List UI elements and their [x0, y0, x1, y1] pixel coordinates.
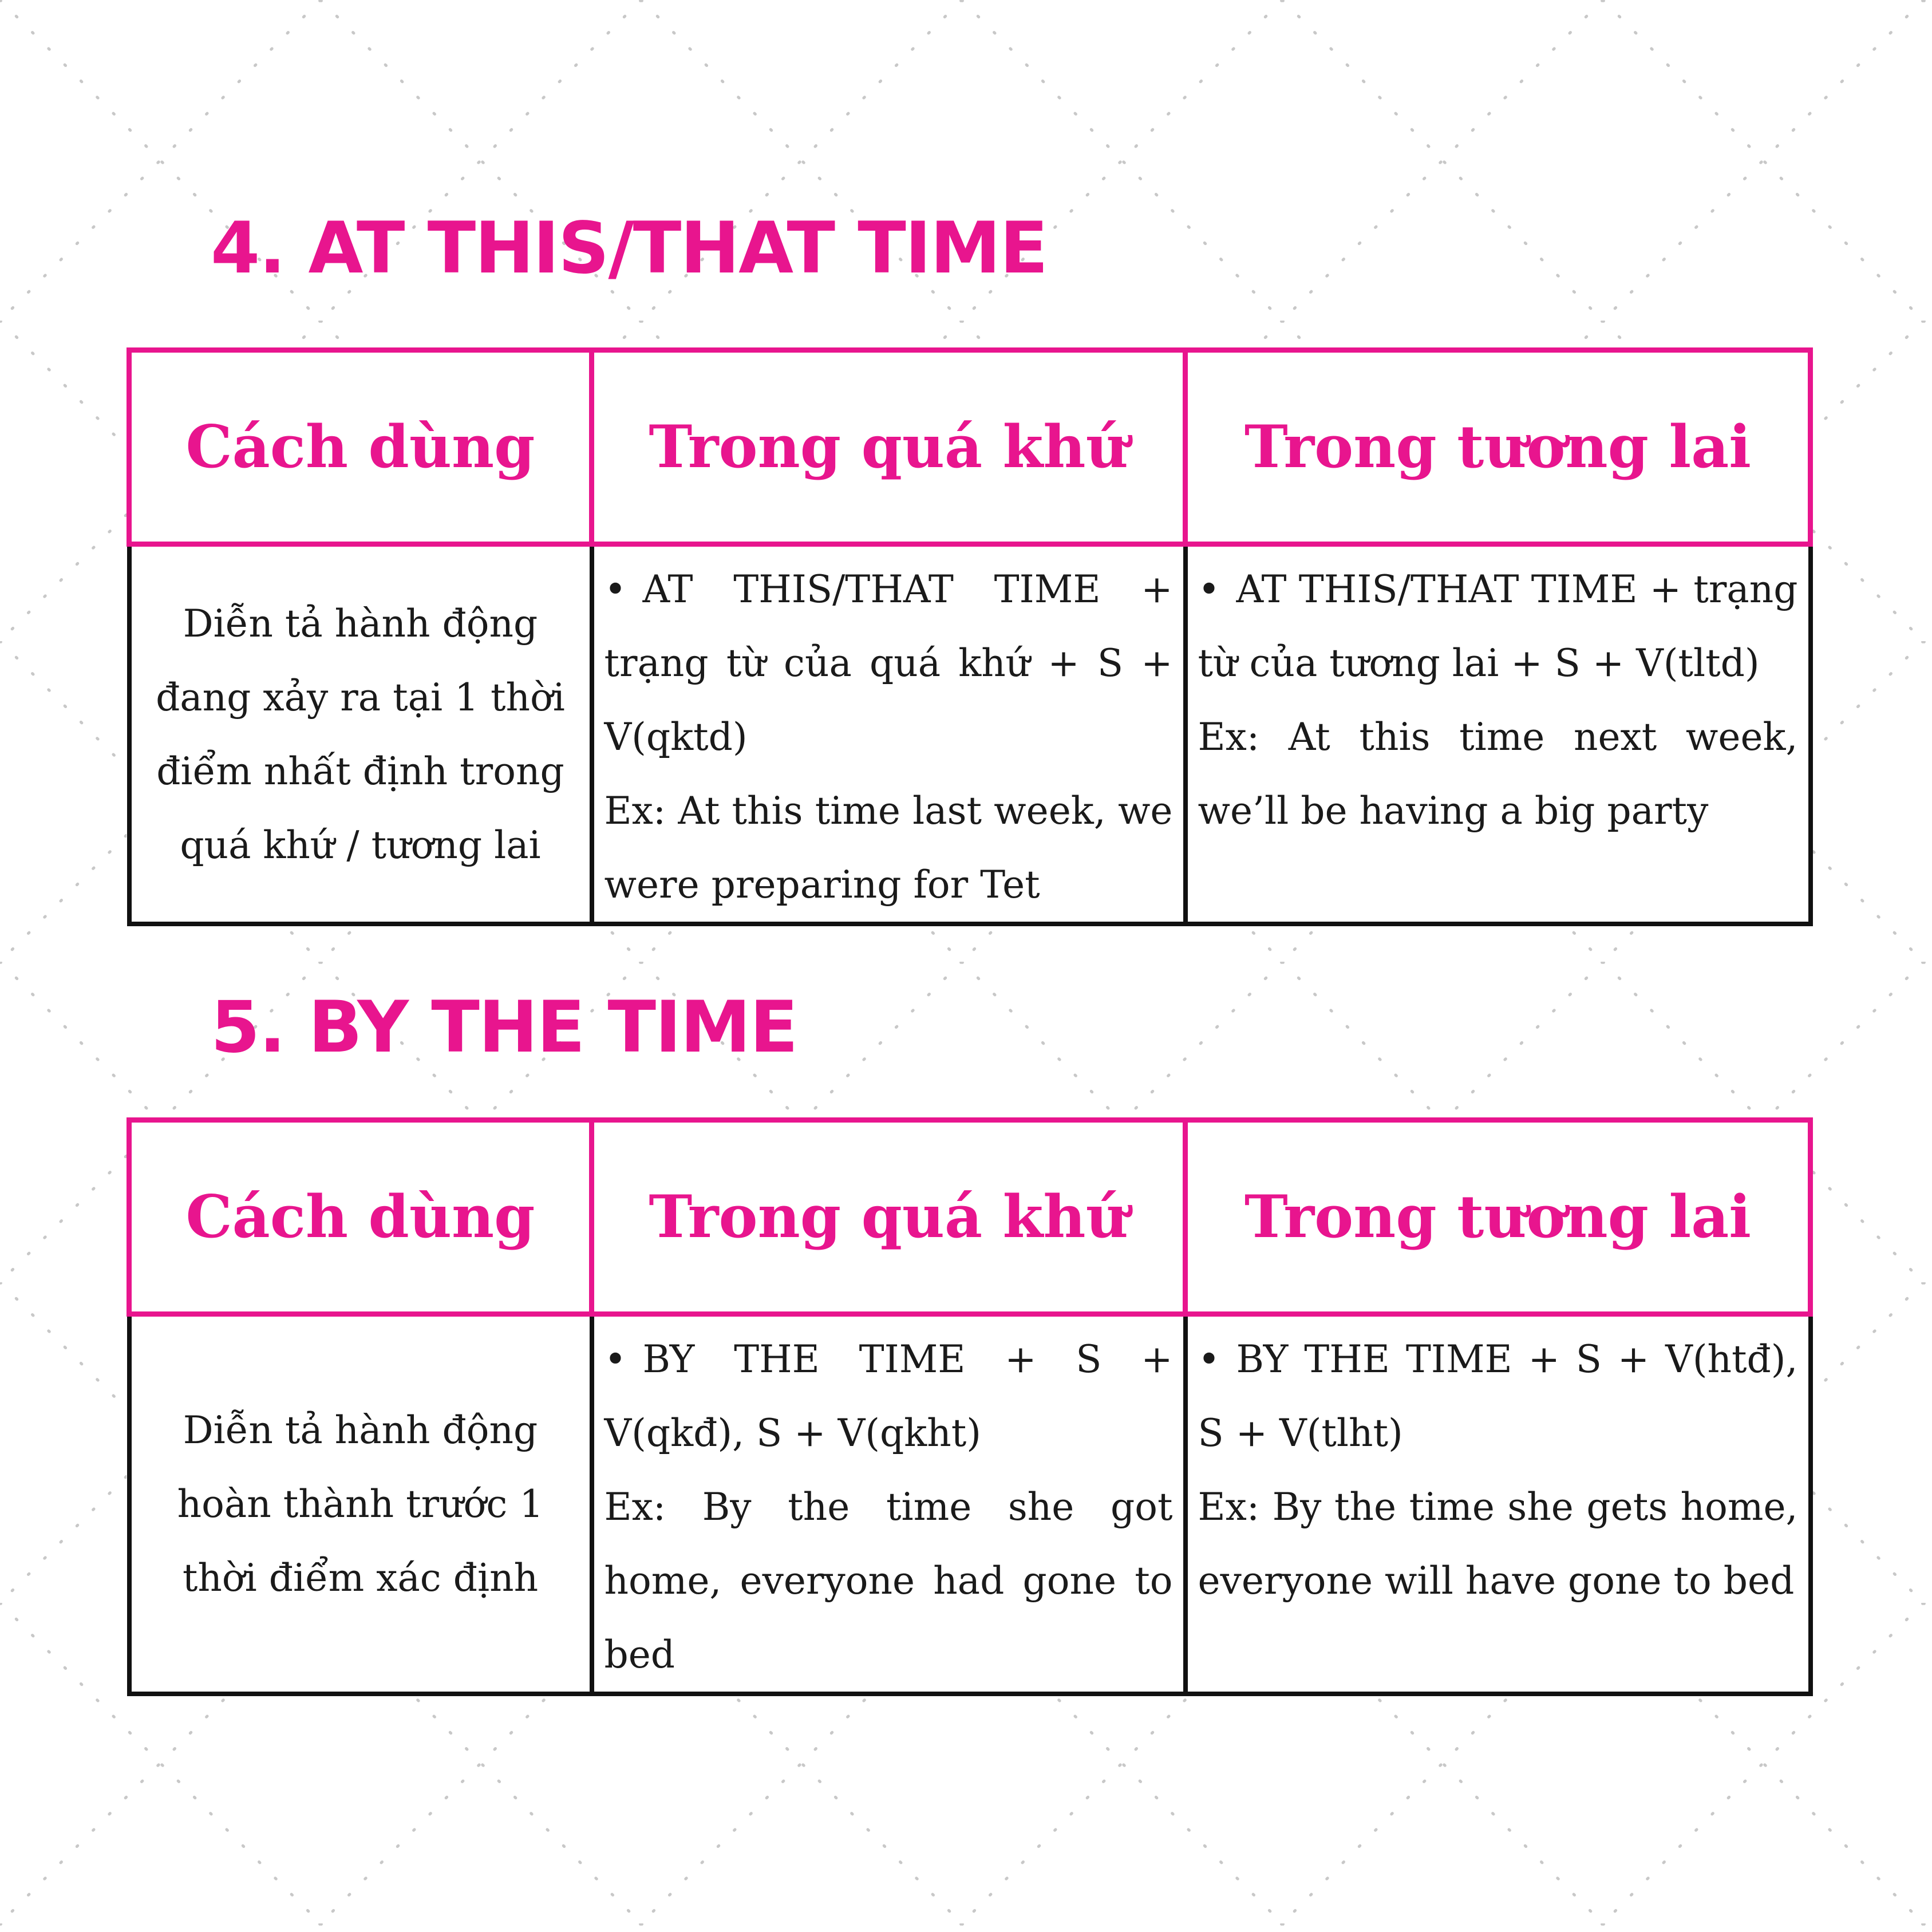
header-usage: Cách dùng: [129, 350, 592, 544]
bullet-icon: •: [604, 567, 627, 611]
past-example: Ex: By the time she got home, everyone had gone to bed: [604, 1485, 1173, 1677]
future-formula-text: AT THIS/THAT TIME + trạng từ của tương lai + S + V(tltd): [1198, 567, 1798, 685]
future-example: Ex: By the time she gets home, everyone will have gone to bed: [1198, 1485, 1798, 1603]
header-future: Trong tương lai: [1186, 1120, 1811, 1314]
header-past: Trong quá khứ: [592, 1120, 1186, 1314]
future-formula-text: BY THE TIME + S + V(htđ), S + V(tlht): [1198, 1337, 1798, 1455]
past-formula: [605, 552, 1173, 774]
past-cell: [592, 1314, 1186, 1694]
bullet-icon: •: [1198, 1337, 1220, 1381]
table-row: [129, 544, 1811, 924]
table-header-row: [129, 1120, 1811, 1314]
bullet-icon: •: [1198, 567, 1220, 611]
past-example: Ex: At this time last week, we were preparing for Tet: [604, 789, 1173, 907]
usage-table-at-this-that-time: [127, 347, 1813, 926]
bullet-icon: •: [604, 1337, 627, 1381]
past-formula: [605, 1322, 1173, 1470]
header-future: Trong tương lai: [1186, 350, 1811, 544]
future-example: Ex: At this time next week, we’ll be having a big party: [1198, 715, 1798, 833]
table-header-row: [129, 350, 1811, 544]
future-formula: [1198, 1322, 1798, 1470]
future-cell: [1186, 544, 1811, 924]
future-cell: [1186, 1314, 1811, 1694]
section-title-at-this-that-time: 4. AT THIS/THAT TIME: [211, 207, 1048, 290]
table-row: [129, 1314, 1811, 1694]
future-formula: [1198, 552, 1798, 700]
header-past: Trong quá khứ: [592, 350, 1186, 544]
section-title-by-the-time: 5. BY THE TIME: [211, 986, 797, 1069]
usage-description: Diễn tả hành động hoàn thành trước 1 thời điểm xác định: [129, 1314, 592, 1694]
usage-table-by-the-time: [127, 1117, 1813, 1696]
past-formula-text: BY THE TIME + S + V(qkđ), S + V(qkht): [604, 1337, 1173, 1455]
past-formula-text: AT THIS/THAT TIME + trạng từ của quá khứ + S + V(qktd): [604, 567, 1173, 759]
past-cell: [592, 544, 1186, 924]
header-usage: Cách dùng: [129, 1120, 592, 1314]
usage-description: Diễn tả hành động đang xảy ra tại 1 thời điểm nhất định trong quá khứ / tương lai: [129, 544, 592, 924]
